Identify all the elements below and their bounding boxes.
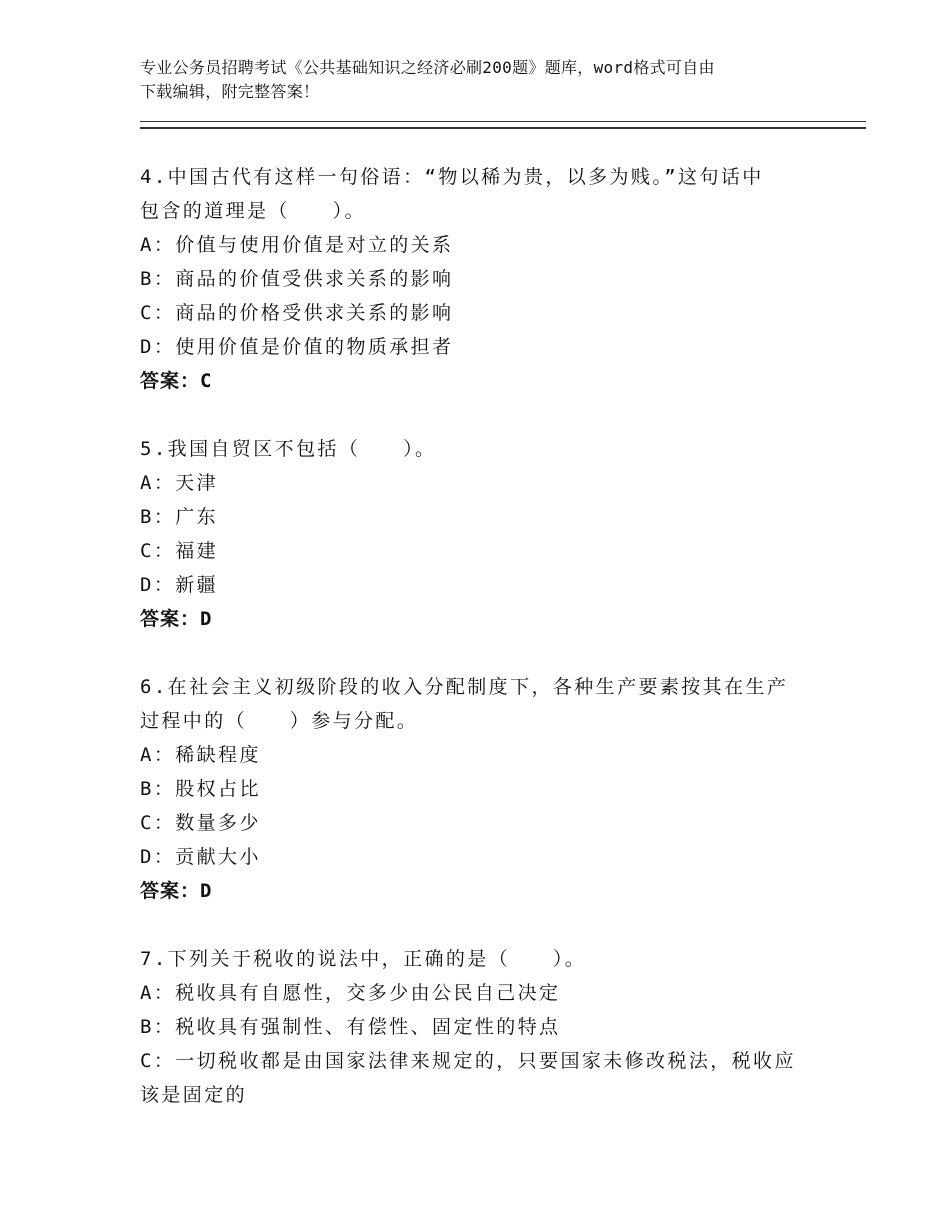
header-divider — [140, 121, 866, 129]
header-line-1: 专业公务员招聘考试《公共基础知识之经济必刷200题》题库，word格式可自由 — [140, 58, 715, 77]
answer-label: 答案：C — [140, 370, 213, 392]
answer-label: 答案：D — [140, 880, 213, 902]
question-4 — [140, 160, 820, 398]
option-c: C：福建 — [140, 540, 219, 562]
option-a: A：天津 — [140, 472, 219, 494]
answer-label: 答案：D — [140, 608, 213, 630]
question-stem: 6.在社会主义初级阶段的收入分配制度下，各种生产要素按其在生产 — [140, 676, 789, 698]
option-a: A：稀缺程度 — [140, 744, 261, 766]
question-7 — [140, 942, 820, 1112]
option-c: C：一切税收都是由国家法律来规定的，只要国家未修改税法，税收应 — [140, 1050, 796, 1072]
option-b: B：商品的价值受供求关系的影响 — [140, 268, 454, 290]
option-a: A：价值与使用价值是对立的关系 — [140, 234, 454, 256]
question-stem: 过程中的（ ）参与分配。 — [140, 710, 419, 732]
question-5 — [140, 432, 820, 636]
question-stem: 包含的道理是（ ）。 — [140, 200, 366, 222]
document-header — [140, 56, 820, 104]
option-a: A：税收具有自愿性，交多少由公民自己决定 — [140, 982, 561, 1004]
option-d: D：贡献大小 — [140, 846, 261, 868]
option-c-continued: 该是固定的 — [140, 1084, 248, 1106]
option-d: D：新疆 — [140, 574, 219, 596]
header-line-2: 下载编辑，附完整答案！ — [140, 82, 320, 101]
question-stem: 7.下列关于税收的说法中，正确的是（ ）。 — [140, 948, 587, 970]
question-stem: 4.中国古代有这样一句俗语：“物以稀为贵，以多为贱。”这句话中 — [140, 166, 764, 188]
question-6 — [140, 670, 820, 908]
option-c: C：商品的价格受供求关系的影响 — [140, 302, 454, 324]
option-b: B：广东 — [140, 506, 219, 528]
question-stem: 5.我国自贸区不包括（ ）。 — [140, 438, 437, 460]
option-c: C：数量多少 — [140, 812, 261, 834]
option-b: B：税收具有强制性、有偿性、固定性的特点 — [140, 1016, 561, 1038]
option-b: B：股权占比 — [140, 778, 261, 800]
question-list — [140, 160, 820, 1146]
option-d: D：使用价值是价值的物质承担者 — [140, 336, 454, 358]
